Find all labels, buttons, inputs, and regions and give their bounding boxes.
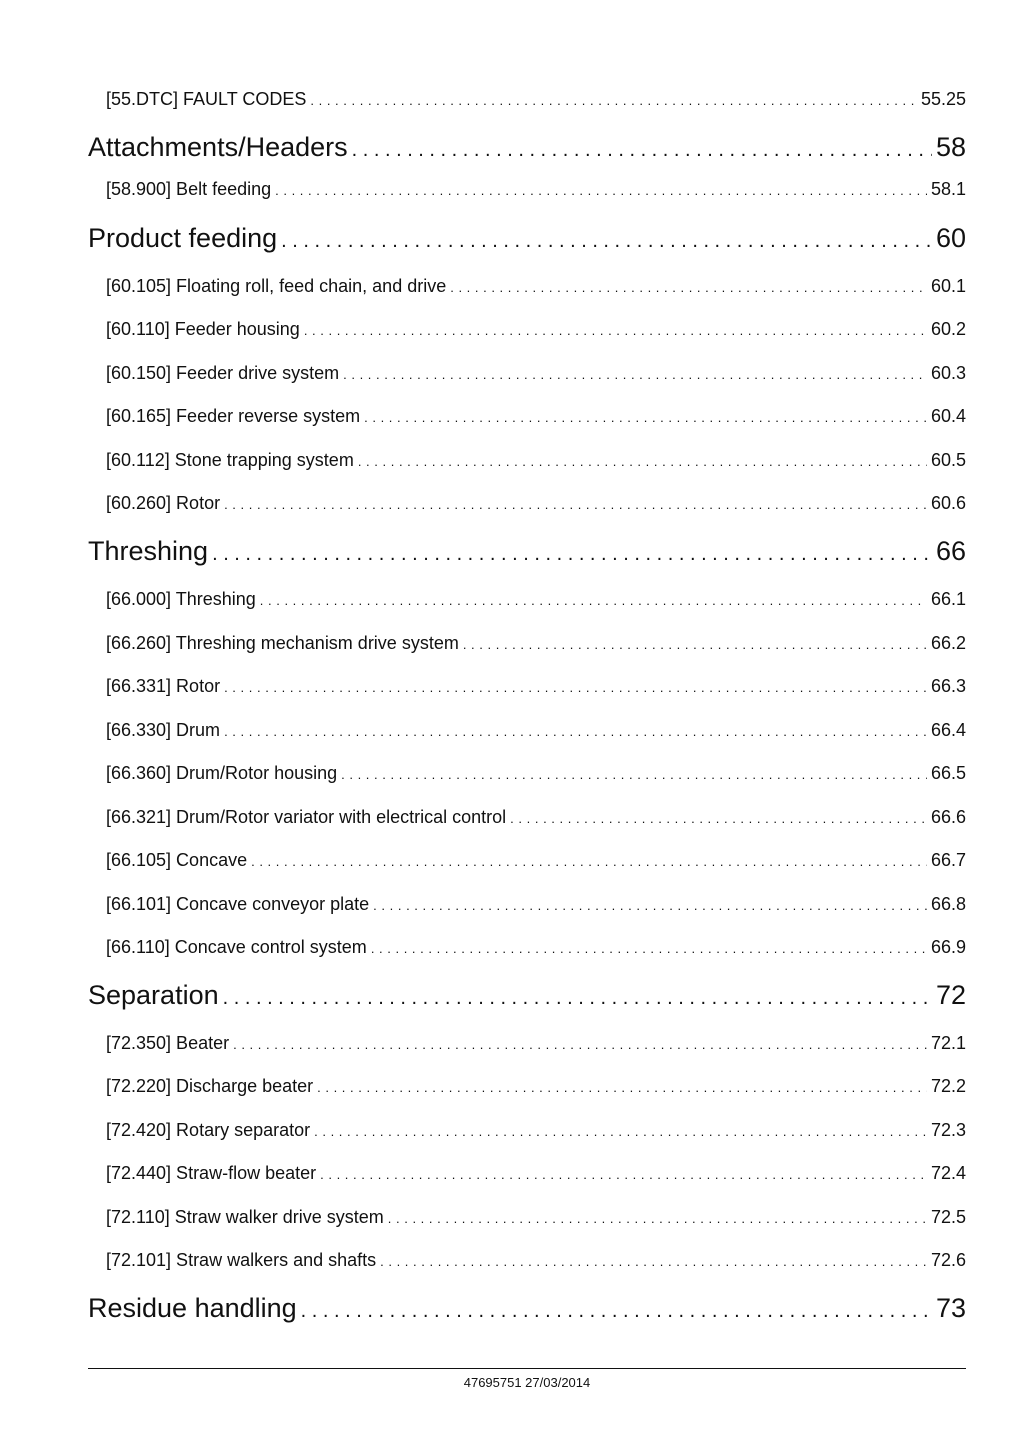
- toc-section-attachments-headers[interactable]: [88, 132, 966, 166]
- dot-leader: [373, 898, 927, 913]
- toc-entry-66-360[interactable]: [88, 763, 966, 787]
- toc-entry-60-110[interactable]: [88, 319, 966, 343]
- dot-leader: [341, 767, 927, 782]
- toc-entry-66-260[interactable]: [88, 633, 966, 657]
- toc-entry-60-260[interactable]: [88, 493, 966, 517]
- toc-entry-66-000[interactable]: [88, 589, 966, 613]
- toc-section-page: 60: [935, 223, 966, 253]
- toc-section-label: Attachments/Headers: [88, 132, 348, 162]
- toc-section-label: Residue handling: [88, 1293, 297, 1323]
- toc-entry-label: [60.260] Rotor: [106, 493, 221, 513]
- toc-entry-label: [60.110] Feeder housing: [106, 319, 300, 339]
- toc-entry-page: 72.3: [930, 1120, 966, 1140]
- toc-entry-66-110[interactable]: [88, 937, 966, 961]
- toc-entry-label: [66.330] Drum: [106, 720, 221, 740]
- toc-entry-label: [58.900] Belt feeding: [106, 179, 272, 199]
- toc-entry-label: [66.360] Drum/Rotor housing: [106, 763, 338, 783]
- toc-entry-page: 58.1: [930, 179, 966, 199]
- toc-entry-page: 66.4: [930, 720, 966, 740]
- toc-entry-66-105[interactable]: [88, 850, 966, 874]
- toc-entry-label: [72.440] Straw-flow beater: [106, 1163, 317, 1183]
- toc-entry-label: [72.101] Straw walkers and shafts: [106, 1250, 377, 1270]
- toc-entry-label: [55.DTC] FAULT CODES: [106, 89, 307, 109]
- toc-entry-60-105[interactable]: [88, 276, 966, 300]
- dot-leader: [343, 367, 927, 382]
- toc-entry-label: [66.000] Threshing: [106, 589, 256, 609]
- toc-entry-66-321[interactable]: [88, 807, 966, 831]
- dot-leader: [304, 323, 927, 338]
- dot-leader: [388, 1211, 927, 1226]
- toc-entry-label: [60.165] Feeder reverse system: [106, 406, 361, 426]
- toc-section-product-feeding[interactable]: [88, 223, 966, 257]
- toc-section-label: Separation: [88, 980, 219, 1010]
- toc-entry-55-dtc[interactable]: [88, 89, 966, 113]
- toc-entry-label: [66.101] Concave conveyor plate: [106, 894, 370, 914]
- toc-entry-label: [66.110] Concave control system: [106, 937, 367, 957]
- toc-section-page: 73: [935, 1293, 966, 1323]
- dot-leader: [224, 497, 927, 512]
- dot-leader: [212, 543, 932, 566]
- toc-entry-66-330[interactable]: [88, 720, 966, 744]
- dot-leader: [510, 811, 927, 826]
- dot-leader: [450, 280, 927, 295]
- toc-entry-label: [60.150] Feeder drive system: [106, 363, 340, 383]
- toc-entry-page: 66.2: [930, 633, 966, 653]
- dot-leader: [310, 93, 917, 108]
- toc-entry-label: [72.220] Discharge beater: [106, 1076, 314, 1096]
- toc-entry-page: 60.3: [930, 363, 966, 383]
- dot-leader: [463, 637, 927, 652]
- dot-leader: [224, 724, 927, 739]
- footer-divider: [88, 1368, 966, 1369]
- dot-leader: [275, 183, 927, 198]
- toc-entry-page: 60.4: [930, 406, 966, 426]
- dot-leader: [380, 1254, 927, 1269]
- toc-entry-page: 66.6: [930, 807, 966, 827]
- toc-section-residue-handling[interactable]: [88, 1293, 966, 1327]
- toc-entry-66-101[interactable]: [88, 894, 966, 918]
- toc-entry-60-150[interactable]: [88, 363, 966, 387]
- dot-leader: [317, 1080, 927, 1095]
- toc-entry-label: [60.112] Stone trapping system: [106, 450, 354, 470]
- dot-leader: [352, 139, 932, 162]
- toc-entry-page: 66.1: [930, 589, 966, 609]
- toc-entry-72-110[interactable]: [88, 1207, 966, 1231]
- toc-section-label: Threshing: [88, 536, 209, 566]
- toc-section-page: 58: [935, 132, 966, 162]
- toc-entry-page: 66.8: [930, 894, 966, 914]
- footer-doc-id: 47695751 27/03/2014: [463, 1375, 591, 1390]
- toc-entry-page: 72.2: [930, 1076, 966, 1096]
- toc-entry-page: 60.5: [930, 450, 966, 470]
- toc-entry-72-220[interactable]: [88, 1076, 966, 1100]
- toc-entry-page: 66.7: [930, 850, 966, 870]
- toc-entry-72-350[interactable]: [88, 1033, 966, 1057]
- toc-entry-page: 72.5: [930, 1207, 966, 1227]
- toc-entry-label: [66.260] Threshing mechanism drive system: [106, 633, 459, 653]
- toc-entry-label: [72.350] Beater: [106, 1033, 230, 1053]
- toc-entry-60-165[interactable]: [88, 406, 966, 430]
- toc-entry-page: 66.3: [930, 676, 966, 696]
- toc-entry-page: 66.5: [930, 763, 966, 783]
- dot-leader: [260, 593, 927, 608]
- dot-leader: [223, 987, 932, 1010]
- toc-entry-page: 55.25: [920, 89, 966, 109]
- toc-entry-label: [66.105] Concave: [106, 850, 248, 870]
- dot-leader: [371, 941, 927, 956]
- toc-entry-66-331[interactable]: [88, 676, 966, 700]
- toc-entry-page: 60.2: [930, 319, 966, 339]
- dot-leader: [224, 680, 927, 695]
- toc-entry-page: 60.6: [930, 493, 966, 513]
- dot-leader: [320, 1167, 927, 1182]
- toc-entry-72-101[interactable]: [88, 1250, 966, 1274]
- dot-leader: [251, 854, 927, 869]
- toc-section-separation[interactable]: [88, 980, 966, 1014]
- toc-entry-72-440[interactable]: [88, 1163, 966, 1187]
- toc-entry-label: [72.420] Rotary separator: [106, 1120, 311, 1140]
- toc-entry-label: [66.331] Rotor: [106, 676, 221, 696]
- toc-entry-label: [60.105] Floating roll, feed chain, and drive: [106, 276, 447, 296]
- toc-entry-label: [72.110] Straw walker drive system: [106, 1207, 384, 1227]
- toc-section-page: 66: [935, 536, 966, 566]
- toc-section-page: 72: [935, 980, 966, 1010]
- toc-entry-page: 72.1: [930, 1033, 966, 1053]
- toc-entry-page: 72.4: [930, 1163, 966, 1183]
- toc-section-label: Product feeding: [88, 223, 278, 253]
- toc-entry-label: [66.321] Drum/Rotor variator with electrical control: [106, 807, 507, 827]
- dot-leader: [233, 1037, 927, 1052]
- toc-entry-58-900[interactable]: [88, 179, 966, 203]
- toc-entry-page: 72.6: [930, 1250, 966, 1270]
- dot-leader: [281, 230, 932, 253]
- dot-leader: [314, 1124, 927, 1139]
- dot-leader: [358, 454, 927, 469]
- dot-leader: [364, 410, 927, 425]
- toc-section-threshing[interactable]: [88, 536, 966, 570]
- dot-leader: [301, 1300, 932, 1323]
- toc-entry-page: 60.1: [930, 276, 966, 296]
- toc-entry-page: 66.9: [930, 937, 966, 957]
- toc-entry-60-112[interactable]: [88, 450, 966, 474]
- toc-entry-72-420[interactable]: [88, 1120, 966, 1144]
